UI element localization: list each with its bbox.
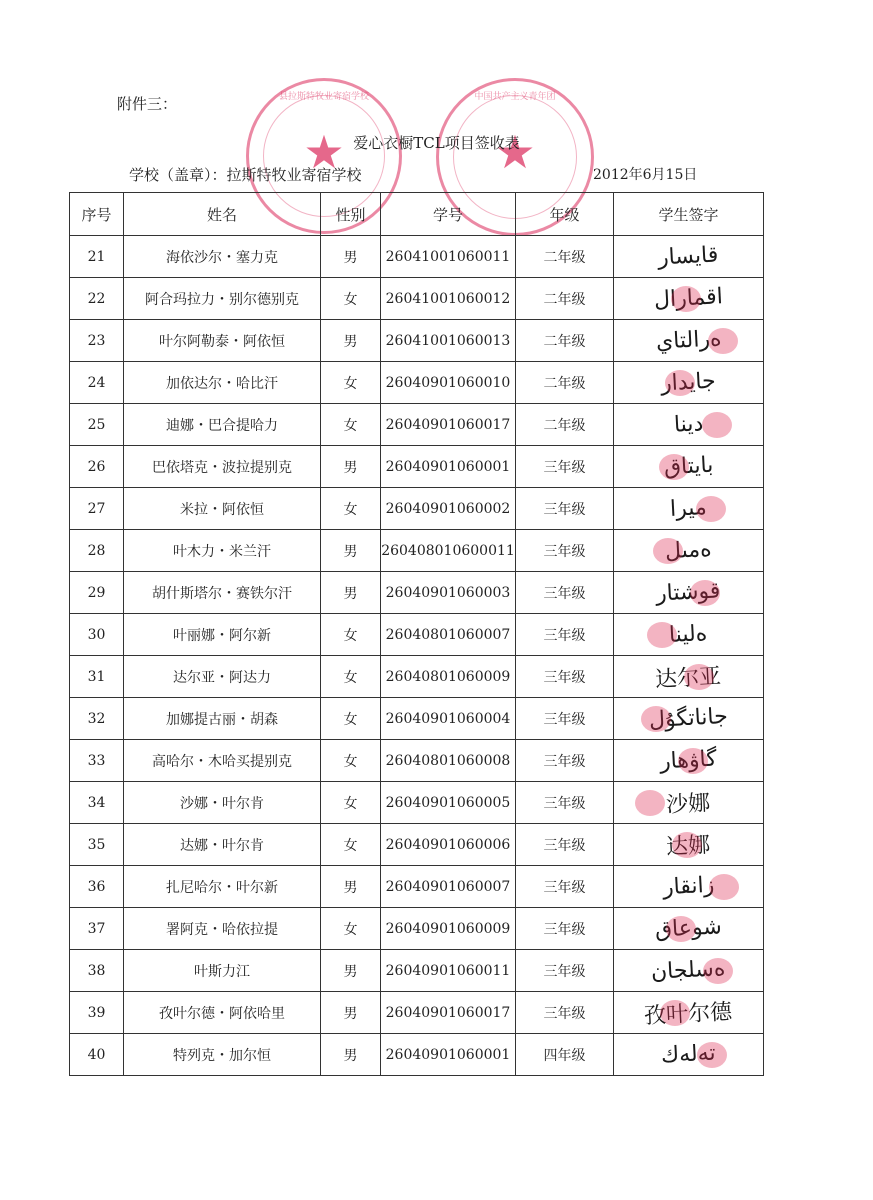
handwritten-signature: جاناتگۇل (648, 703, 729, 734)
cell-name: 署阿克・哈依拉提 (124, 908, 321, 950)
cell-signature (614, 740, 764, 782)
cell-name: 胡什斯塔尔・赛铁尔汗 (124, 572, 321, 614)
header-grade: 年级 (516, 193, 614, 236)
cell-grade: 四年级 (516, 1034, 614, 1076)
cell-no: 32 (70, 698, 124, 740)
handwritten-signature: 达尔亚 (654, 664, 723, 693)
cell-gender: 女 (321, 698, 381, 740)
handwritten-signature: ەمىل (664, 536, 713, 565)
cell-no: 24 (70, 362, 124, 404)
cell-name: 孜叶尔德・阿依哈里 (124, 992, 321, 1034)
table-row (70, 1034, 764, 1076)
cell-signature (614, 992, 764, 1034)
table-row (70, 698, 764, 740)
fingerprint-mark (697, 1042, 727, 1068)
fingerprint-mark (684, 664, 714, 690)
cell-name: 加依达尔・哈比汗 (124, 362, 321, 404)
cell-name: 特列克・加尔恒 (124, 1034, 321, 1076)
cell-name: 扎尼哈尔・叶尔新 (124, 866, 321, 908)
cell-no: 28 (70, 530, 124, 572)
cell-student-id: 26040801060008 (381, 740, 516, 782)
cell-gender: 男 (321, 992, 381, 1034)
cell-signature (614, 446, 764, 488)
cell-gender: 女 (321, 614, 381, 656)
cell-student-id: 260408010600011 (381, 530, 516, 572)
cell-student-id: 26041001060011 (381, 236, 516, 278)
cell-no: 27 (70, 488, 124, 530)
cell-signature (614, 656, 764, 698)
cell-gender: 男 (321, 1034, 381, 1076)
cell-student-id: 26040801060009 (381, 656, 516, 698)
fingerprint-mark (665, 370, 695, 396)
cell-name: 阿合玛拉力・别尔德别克 (124, 278, 321, 320)
cell-grade: 二年级 (516, 404, 614, 446)
fingerprint-mark (671, 286, 701, 312)
fingerprint-mark (690, 580, 720, 606)
fingerprint-mark (702, 412, 732, 438)
cell-grade: 二年级 (516, 320, 614, 362)
cell-grade: 二年级 (516, 278, 614, 320)
handwritten-signature: ەسلجان (650, 956, 727, 985)
cell-signature (614, 866, 764, 908)
document-title: 爱心衣橱TCL项目签收表 (353, 134, 520, 152)
cell-name: 巴依塔克・波拉提别克 (124, 446, 321, 488)
cell-gender: 女 (321, 782, 381, 824)
table-row (70, 992, 764, 1034)
table-row (70, 614, 764, 656)
table-row (70, 236, 764, 278)
cell-grade: 三年级 (516, 488, 614, 530)
cell-gender: 男 (321, 572, 381, 614)
fingerprint-mark (635, 790, 665, 816)
cell-grade: 三年级 (516, 992, 614, 1034)
cell-student-id: 26040901060011 (381, 950, 516, 992)
cell-no: 34 (70, 782, 124, 824)
cell-gender: 女 (321, 362, 381, 404)
cell-gender: 男 (321, 950, 381, 992)
fingerprint-mark (641, 706, 671, 732)
cell-name: 达娜・叶尔肯 (124, 824, 321, 866)
cell-signature (614, 320, 764, 362)
cell-name: 叶尔阿勒泰・阿依恒 (124, 320, 321, 362)
fingerprint-mark (672, 832, 702, 858)
header-signature: 学生签字 (614, 193, 764, 236)
cell-gender: 男 (321, 866, 381, 908)
cell-signature (614, 278, 764, 320)
table-row (70, 950, 764, 992)
table-row (70, 278, 764, 320)
cell-student-id: 26040901060010 (381, 362, 516, 404)
handwritten-signature: اقمارال (653, 284, 724, 313)
annex-label: 附件三： (117, 95, 178, 113)
cell-student-id: 26040901060006 (381, 824, 516, 866)
cell-gender: 女 (321, 278, 381, 320)
cell-name: 达尔亚・阿达力 (124, 656, 321, 698)
league-seal: 中国共产主义青年团 ★ (436, 78, 594, 236)
cell-no: 40 (70, 1034, 124, 1076)
table-row (70, 572, 764, 614)
handwritten-signature: 孜叶尔德 (643, 999, 734, 1030)
cell-student-id: 26040901060001 (381, 1034, 516, 1076)
table-header-row (70, 193, 764, 236)
cell-name: 叶斯力江 (124, 950, 321, 992)
fingerprint-mark (647, 622, 677, 648)
handwritten-signature: قوشتار (655, 578, 722, 607)
cell-grade: 三年级 (516, 824, 614, 866)
cell-student-id: 26040901060007 (381, 866, 516, 908)
handwritten-signature: قايسار (657, 242, 720, 271)
handwritten-signature: 达娜 (665, 832, 712, 861)
cell-gender: 女 (321, 740, 381, 782)
cell-signature (614, 1034, 764, 1076)
cell-grade: 三年级 (516, 866, 614, 908)
handwritten-signature: جايدار (660, 368, 717, 397)
cell-gender: 女 (321, 656, 381, 698)
cell-signature (614, 530, 764, 572)
cell-signature (614, 950, 764, 992)
header-gender: 性别 (321, 193, 381, 236)
cell-gender: 女 (321, 488, 381, 530)
seal-star-icon: ★ (303, 125, 345, 179)
cell-grade: 三年级 (516, 530, 614, 572)
cell-signature (614, 488, 764, 530)
table-row (70, 908, 764, 950)
date-label: 2012年6月15日 (593, 167, 698, 183)
table-row (70, 320, 764, 362)
table-row (70, 656, 764, 698)
fingerprint-mark (659, 454, 689, 480)
table-row (70, 530, 764, 572)
cell-gender: 男 (321, 320, 381, 362)
cell-grade: 三年级 (516, 950, 614, 992)
cell-student-id: 26040901060003 (381, 572, 516, 614)
cell-no: 30 (70, 614, 124, 656)
cell-no: 23 (70, 320, 124, 362)
cell-gender: 男 (321, 446, 381, 488)
table-row (70, 740, 764, 782)
cell-gender: 女 (321, 404, 381, 446)
cell-name: 米拉・阿依恒 (124, 488, 321, 530)
handwritten-signature: 沙娜 (665, 790, 712, 819)
cell-name: 迪娜・巴合提哈力 (124, 404, 321, 446)
cell-no: 38 (70, 950, 124, 992)
cell-no: 35 (70, 824, 124, 866)
cell-signature (614, 404, 764, 446)
cell-signature (614, 698, 764, 740)
cell-student-id: 26040901060005 (381, 782, 516, 824)
cell-name: 高哈尔・木哈买提别克 (124, 740, 321, 782)
handwritten-signature: شوعاق (654, 914, 723, 943)
table-row (70, 404, 764, 446)
school-line: 学校（盖章）：拉斯特牧业寄宿学校 (129, 166, 362, 184)
cell-no: 36 (70, 866, 124, 908)
cell-signature (614, 824, 764, 866)
school-seal: 县拉斯特牧业寄宿学校 ★ (246, 78, 402, 234)
cell-name: 叶木力・米兰汗 (124, 530, 321, 572)
cell-no: 33 (70, 740, 124, 782)
cell-signature (614, 782, 764, 824)
cell-student-id: 26040901060017 (381, 404, 516, 446)
cell-signature (614, 362, 764, 404)
cell-gender: 男 (321, 236, 381, 278)
cell-no: 39 (70, 992, 124, 1034)
fingerprint-mark (709, 874, 739, 900)
header-student-id: 学号 (381, 193, 516, 236)
cell-student-id: 26040801060007 (381, 614, 516, 656)
table-row (70, 446, 764, 488)
cell-grade: 二年级 (516, 236, 614, 278)
handwritten-signature: تەلەك (660, 1040, 717, 1069)
cell-grade: 三年级 (516, 908, 614, 950)
cell-grade: 三年级 (516, 572, 614, 614)
handwritten-signature: بايتاق (663, 452, 714, 481)
fingerprint-mark (708, 328, 738, 354)
cell-grade: 三年级 (516, 446, 614, 488)
fingerprint-mark (653, 538, 683, 564)
header-name: 姓名 (124, 193, 321, 236)
cell-signature (614, 572, 764, 614)
cell-name: 叶丽娜・阿尔新 (124, 614, 321, 656)
cell-student-id: 26040901060001 (381, 446, 516, 488)
cell-name: 沙娜・叶尔肯 (124, 782, 321, 824)
cell-no: 22 (70, 278, 124, 320)
cell-grade: 三年级 (516, 740, 614, 782)
cell-gender: 女 (321, 824, 381, 866)
cell-student-id: 26041001060013 (381, 320, 516, 362)
cell-student-id: 26040901060002 (381, 488, 516, 530)
cell-no: 25 (70, 404, 124, 446)
cell-gender: 男 (321, 530, 381, 572)
cell-student-id: 26040901060009 (381, 908, 516, 950)
table-row (70, 824, 764, 866)
cell-student-id: 26040901060004 (381, 698, 516, 740)
handwritten-signature: ميرا (669, 495, 708, 522)
handwritten-signature: ەرالتاي (655, 326, 722, 355)
cell-no: 37 (70, 908, 124, 950)
header-no: 序号 (70, 193, 124, 236)
cell-gender: 女 (321, 908, 381, 950)
table-row (70, 488, 764, 530)
cell-signature (614, 236, 764, 278)
handwritten-signature: زانقار (662, 872, 715, 901)
cell-grade: 三年级 (516, 782, 614, 824)
sign-sheet-table (69, 192, 764, 1076)
fingerprint-mark (703, 958, 733, 984)
fingerprint-mark (696, 496, 726, 522)
cell-no: 26 (70, 446, 124, 488)
cell-name: 加娜提古丽・胡森 (124, 698, 321, 740)
handwritten-signature: گاۋھار (659, 746, 718, 775)
table-row (70, 866, 764, 908)
handwritten-signature: دينا (673, 411, 704, 438)
cell-no: 21 (70, 236, 124, 278)
cell-student-id: 26040901060017 (381, 992, 516, 1034)
handwritten-signature: ەلينا (668, 621, 709, 648)
cell-signature (614, 908, 764, 950)
cell-grade: 二年级 (516, 362, 614, 404)
cell-signature (614, 614, 764, 656)
cell-no: 29 (70, 572, 124, 614)
cell-grade: 三年级 (516, 614, 614, 656)
cell-student-id: 26041001060012 (381, 278, 516, 320)
cell-grade: 三年级 (516, 656, 614, 698)
cell-grade: 三年级 (516, 698, 614, 740)
cell-no: 31 (70, 656, 124, 698)
fingerprint-mark (660, 1000, 690, 1026)
fingerprint-mark (678, 748, 708, 774)
table-row (70, 782, 764, 824)
cell-name: 海依沙尔・塞力克 (124, 236, 321, 278)
seal-star-icon: ★ (494, 125, 536, 179)
table-row (70, 362, 764, 404)
fingerprint-mark (666, 916, 696, 942)
